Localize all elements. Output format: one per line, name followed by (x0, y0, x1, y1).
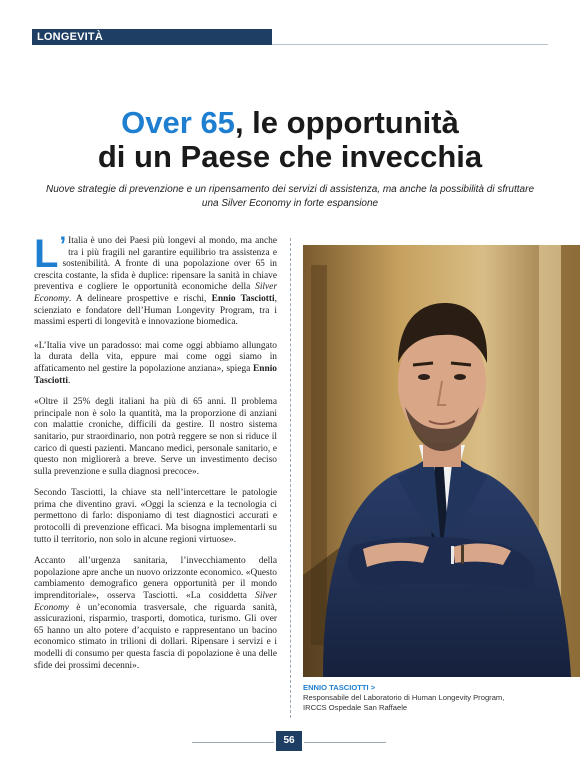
paragraph-5-text-a: Accanto all’urgenza sanitaria, l’invecchiamento della popolazione apre anche un nuovo orizzonte economico. «Questo cambiamento demografico genera opportunità per il mondo imprenditoriale», osserva Tasciotti. «La cosiddetta (34, 556, 277, 602)
paragraph-1-text-c: , scienziato e fondatore dell’Human Longevity Program, tra i massimi esperti di longevità e innovazione biomedica. (34, 293, 277, 328)
title-line2: di un Paese che invecchia (97, 139, 483, 174)
title-line1-rest: , le opportunità (234, 105, 459, 140)
paragraph-1-text-a: Italia è uno dei Paesi più longevi al mondo, ma anche tra i più fragili nel garantire equilibrio tra assistenza e sostenibilità. A fronte di una popolazione over 65 in crescita costante, la sfida è duplice: ripensare la sanità in chiave preventiva e cogliere le opportunità economiche della (34, 236, 277, 293)
paragraph-4: Secondo Tasciotti, la chiave sta nell’intercettare le patologie prima che diventino gravi. «Oggi la scienza e la tecnologia ci permettono di farlo: disponiamo di test diagnostici accurati e protocolli di prevenzione efficaci. Ma bisogna implementarli su tutto il territorio, non solo in alcune regioni virtuose». (34, 488, 277, 545)
caption-role-line2: IRCCS Ospedale San Raffaele (303, 703, 408, 712)
paragraph-1-text-b: . A delineare prospettive e rischi, (68, 293, 212, 304)
section-rule (272, 44, 548, 45)
paragraph-2-text-a: «L’Italia vive un paradosso: mai come oggi abbiamo allungato la durata della vita, eppure mai come oggi siamo in affaticamento nel gestire la popolazione anziana», spiega (34, 340, 277, 374)
photo-caption (303, 683, 563, 713)
paragraph-2-text-b: . (68, 375, 71, 386)
caption-name: ENNIO TASCIOTTI > (303, 683, 376, 692)
title-accent: Over 65 (121, 105, 235, 140)
article-body (34, 232, 277, 682)
footer-rule-right (304, 742, 386, 743)
paragraph-1-emphasis: Silver Economy (34, 282, 277, 304)
portrait-photo (303, 245, 580, 677)
paragraph-5-emphasis: Silver Economy (34, 591, 277, 613)
drop-cap-apostrophe: ’ (59, 232, 67, 259)
paragraph-1 (34, 232, 277, 329)
paragraph-5-text-b: è un’economia trasversale, che riguarda sanità, assicurazioni, risparmio, trasporti, domotica, turismo. Gli over 65 hanno un alto potere d’acquisto e rappresentano un bacino economico stimato in trilioni di dollari. Ripensare i servizi e i modelli di consumo per questa fascia di popolazione è una delle sfide dei prossimi decenni». (34, 602, 277, 671)
portrait-illustration (303, 245, 580, 677)
article-subtitle: Nuove strategie di prevenzione e un ripensamento dei servizi di assistenza, ma anche la possibilità di sfruttare una Silver Economy in forte espansione (45, 184, 535, 209)
paragraph-1-name: Ennio Tasciotti (211, 293, 275, 304)
drop-cap: L (34, 232, 59, 276)
page-number: 56 (276, 731, 302, 751)
paragraph-2 (34, 341, 277, 387)
paragraph-3: «Oltre il 25% degli italiani ha più di 65 anni. Il problema principale non è solo la quantità, ma la proporzione di anziani con malattie croniche, difficili da gestire. Il nostro sistema sanitario, pur straordinario, non potrà reggere se non si riduce il carico di questi pazienti. Mancano medici, personale sanitario, e questo non migliorerà a breve. Serve un investimento deciso sulla prevenzione e sulla diagnosi precoce». (34, 397, 277, 477)
paragraph-2-name: Ennio Tasciotti (34, 363, 277, 386)
column-divider (290, 238, 291, 718)
paragraph-5 (34, 556, 277, 672)
footer-rule-left (192, 742, 274, 743)
section-label: LONGEVITÀ (32, 29, 272, 45)
article-title (20, 106, 560, 174)
caption-role-line1: Responsabile del Laboratorio di Human Longevity Program, (303, 693, 505, 702)
